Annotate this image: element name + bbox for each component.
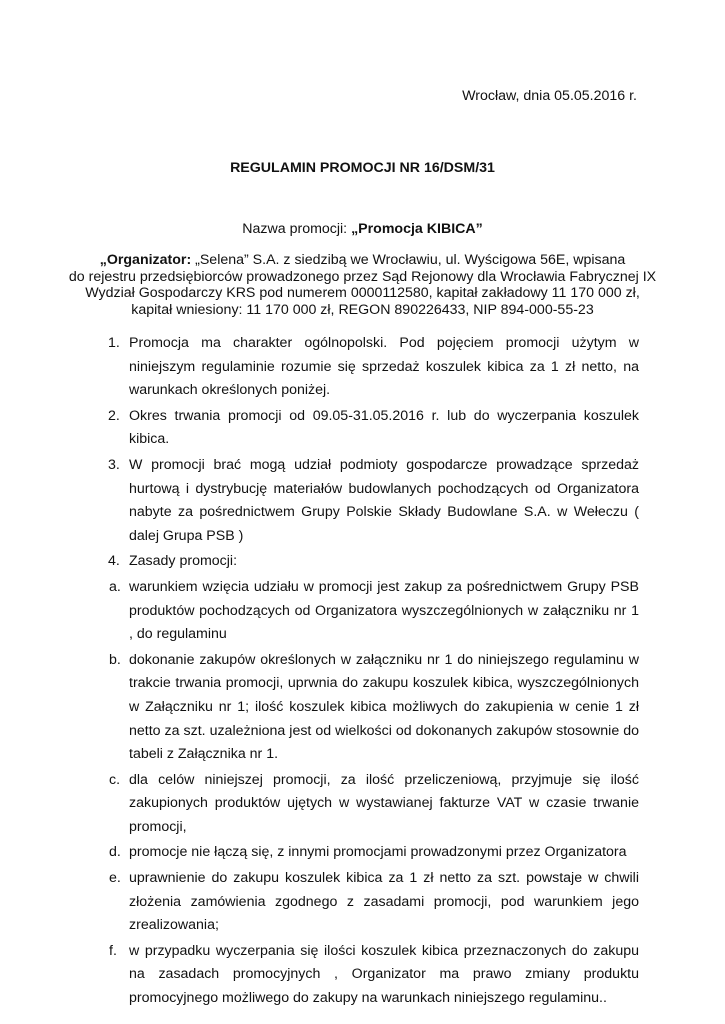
rule-text: uprawnienie do zakupu koszulek kibica za 1 zł netto za szt. powstaje w chwili złożenia zamówienia zgodnego z zasadami promocji, pod warunkiem jego zrealizowania; bbox=[129, 870, 639, 934]
rule-marker: 3. bbox=[108, 456, 120, 473]
organizer-lead: „Organizator: bbox=[99, 252, 192, 268]
promotion-name: „Promocja KIBICA” bbox=[351, 221, 483, 237]
rule-text: dokonanie zakupów określonych w załączniku nr 1 do niniejszego regulaminu w trakcie trwania promocji, uprwnia do zakupu koszulek kibica, wyszczególnionych w Załączniku nr 1; ilość koszulek kibica możliwych do zakupienia w cenie 1 zł netto za szt. uzależniona jest od wielkości od dokonanych zakupów stosownie do tabeli z Załącznika nr 1. bbox=[129, 651, 639, 763]
rule-marker: b. bbox=[109, 651, 121, 668]
rule-text: w przypadku wyczerpania się ilości koszulek kibica przeznaczonych do zakupu na zasadach promocyjnych , Organizator ma prawo zmiany produktu promocyjnego możliwego do zakupy na warunkach niniejszego regulaminu.. bbox=[129, 942, 639, 1007]
promotion-name-line bbox=[0, 219, 725, 239]
rule-subitem-a bbox=[0, 576, 725, 647]
rule-text: Okres trwania promocji od 09.05-31.05.2016 r. lub do wyczerpania koszulek kibica. bbox=[129, 407, 639, 448]
rule-marker: 1. bbox=[108, 335, 120, 351]
rule-text: warunkiem wzięcia udziału w promocji jest zakup za pośrednictwem Grupy PSB produktów pochodzących od Organizatora wyszczególnionych w załączniku nr 1 , do regulaminu bbox=[129, 578, 639, 643]
rule-item-4 bbox=[0, 550, 725, 574]
rule-marker: a. bbox=[109, 578, 121, 595]
rule-marker: d. bbox=[109, 844, 121, 861]
rule-item-2 bbox=[0, 405, 725, 452]
organizer-line: Wydział Gospodarczy KRS pod numerem 0000112580, kapitał zakładowy 11 170 000 zł, bbox=[85, 285, 640, 302]
rule-text: Zasady promocji: bbox=[129, 553, 238, 570]
rule-marker: 4. bbox=[108, 553, 120, 570]
document-date: Wrocław, dnia 05.05.2016 r. bbox=[462, 88, 637, 104]
rule-subitem-b bbox=[0, 649, 725, 767]
rule-subitem-e bbox=[0, 867, 725, 938]
rule-subitem-c bbox=[0, 769, 725, 840]
organizer-block bbox=[60, 252, 665, 318]
rule-item-1 bbox=[0, 332, 725, 403]
organizer-line: kapitał wniesiony: 11 170 000 zł, REGON 890226433, NIP 894-000-55-23 bbox=[131, 301, 594, 318]
organizer-line bbox=[60, 252, 665, 269]
rule-marker: c. bbox=[109, 771, 121, 788]
rule-text: promocje nie łączą się, z innymi promocjami prowadzonymi przez Organizatora bbox=[129, 844, 627, 861]
promotion-label: Nazwa promocji: bbox=[242, 221, 352, 237]
organizer-line: do rejestru przedsiębiorców prowadzonego przez Sąd Rejonowy dla Wrocławia Fabrycznej IX bbox=[68, 268, 657, 285]
rule-subitem-f bbox=[0, 940, 725, 1011]
rule-marker: f. bbox=[109, 942, 117, 959]
rule-marker: 2. bbox=[108, 407, 120, 424]
rule-text: Promocja ma charakter ogólnopolski. Pod pojęciem promocji użytym w niniejszym regulaminie rozumie się sprzedaż koszulek kibica za 1 zł netto, na warunkach określonych poniżej. bbox=[129, 335, 639, 399]
rules-list bbox=[0, 332, 725, 1013]
document-title: REGULAMIN PROMOCJI NR 16/DSM/31 bbox=[230, 160, 495, 176]
organizer-line-text: „Selena” S.A. z siedzibą we Wrocławiu, ul. Wyścigowa 56E, wpisana bbox=[191, 252, 626, 268]
rule-text: dla celów niniejszej promocji, za ilość przeliczeniową, przyjmuje się ilość zakupionych produktów ujętych w wystawianej fakturze VAT w czasie trwanie promocji, bbox=[129, 771, 639, 835]
rule-subitem-d bbox=[0, 841, 725, 865]
rule-item-3 bbox=[0, 454, 725, 548]
rule-marker: e. bbox=[109, 870, 121, 887]
rule-text: W promocji brać mogą udział podmioty gospodarcze prowadzące sprzedaż hurtową i dystrybucję materiałów budowlanych pochodzących od Organizatora nabyte za pośrednictwem Grupy Polskie Składy Budowlane S.A. w Wełeczu ( dalej Grupa PSB ) bbox=[129, 456, 639, 544]
